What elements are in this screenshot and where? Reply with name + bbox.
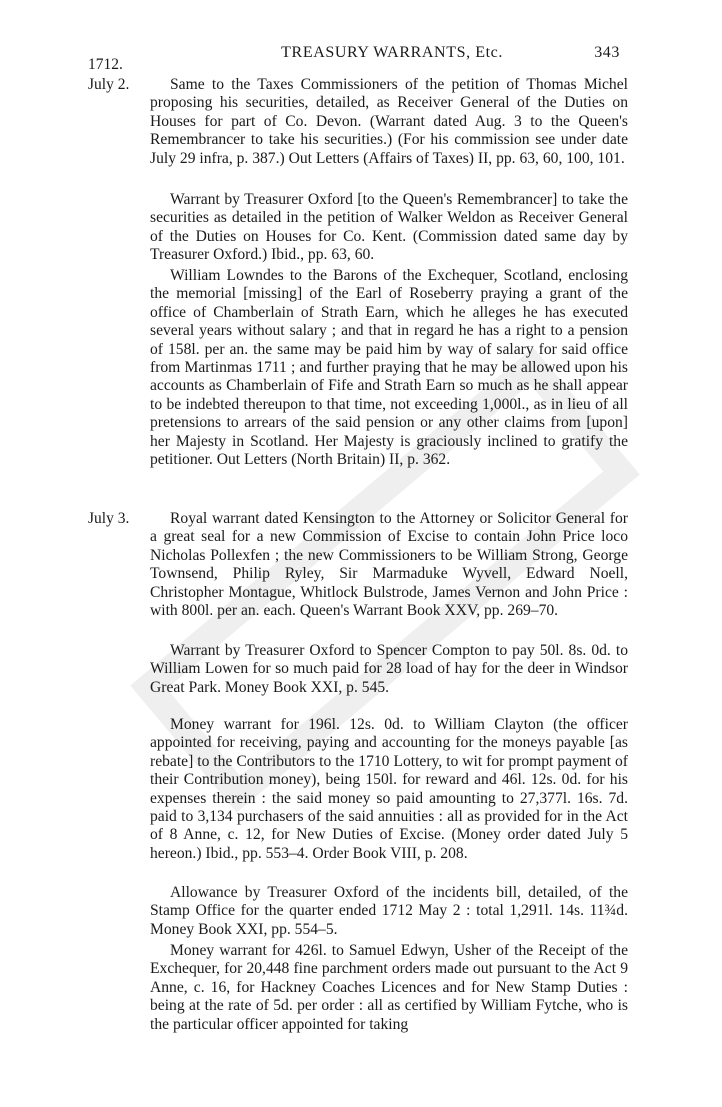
entry-paragraph: Money warrant for 196l. 12s. 0d. to William Clayton (the officer appointed for receiving, paying and accounting for the moneys payable [as rebate] to the Contributors to the 1710 Lottery, to wit for prompt payment of their Contribution money), being 150l. for reward and 46l. 12s. 0d. for his expenses therein : the said money so paid amounting to 27,377l. 16s. 7d. paid to 3,134 purchasers of the said annuities : all as provided for in the Act of 8 Anne, c. 12, for New Duties of Excise. (Money order dated July 5 hereon.) Ibid., pp. 553–4. Order Book VIII, p. 208.	[150, 716, 628, 862]
entry-paragraph: Allowance by Treasurer Oxford of the incidents bill, detailed, of the Stamp Office for the quarter ended 1712 May 2 : total 1,291l. 14s. 11¾d. Money Book XXI, pp. 554–5.	[150, 884, 628, 938]
margin-year: 1712.	[88, 56, 123, 73]
entry-paragraph: William Lowndes to the Barons of the Exchequer, Scotland, enclosing the memorial [missing] of the Earl of Roseberry praying a grant of the office of Chamberlain of Strath Earn, which he alleges he has executed several years without salary ; and that in regard he has a right to a pension of 158l. per an. the same may be paid him by way of salary for said office from Martinmas 1711 ; and further praying that he may be allowed upon his accounts as Chamberlain of Fife and Strath Earn so much as he shall appear to be indebted thereupon to that time, not exceeding 1,000l., as in lieu of all pretensions to arrears of the said pension or any other claims from [upon] her Majesty in Scotland. Her Majesty is graciously inclined to gratify the petitioner. Out Letters (North Britain) II, p. 362.	[150, 267, 628, 469]
entry-paragraph: Same to the Taxes Commissioners of the petition of Thomas Michel proposing his securities, detailed, as Receiver General of the Duties on Houses for part of Co. Devon. (Warrant dated Aug. 3 to the Queen's Remembrancer to take his securities.) (For his commission see under date July 29 infra, p. 387.) Out Letters (Affairs of Taxes) II, pp. 63, 60, 100, 101.	[150, 76, 628, 167]
margin-date: July 3.	[88, 510, 130, 527]
entry-paragraph: Royal warrant dated Kensington to the Attorney or Solicitor General for a great seal for a new Commission of Excise to contain John Price loco Nicholas Pollexfen ; the new Commissioners to be William Strong, George Townsend, Philip Ryley, Sir Marmaduke Wyvell, Edward Noell, Christopher Montague, Whitlock Bulstrode, James Vernon and John Price : with 800l. per an. each. Queen's Warrant Book XXV, pp. 269–70.	[150, 510, 628, 620]
entry-paragraph: Warrant by Treasurer Oxford to Spencer Compton to pay 50l. 8s. 0d. to William Lowen for so much paid for 28 load of hay for the deer in Windsor Great Park. Money Book XXI, p. 545.	[150, 642, 628, 696]
running-header	[150, 44, 620, 62]
margin-date: July 2.	[88, 76, 130, 93]
running-title: TREASURY WARRANTS, Etc.	[281, 44, 503, 61]
page-number: 343	[594, 44, 620, 61]
entry-paragraph: Warrant by Treasurer Oxford [to the Queen's Remembrancer] to take the securities as detailed in the petition of Walker Weldon as Receiver General of the Duties on Houses for Co. Kent. (Commission dated same day by Treasurer Oxford.) Ibid., pp. 63, 60.	[150, 191, 628, 264]
entry-paragraph: Money warrant for 426l. to Samuel Edwyn, Usher of the Receipt of the Exchequer, for 20,448 fine parchment orders made out pursuant to the Act 9 Anne, c. 16, for Hackney Coaches Licences and for New Stamp Duties : being at the rate of 5d. per order : all as certified by William Fytche, who is the particular officer appointed for taking	[150, 942, 628, 1033]
